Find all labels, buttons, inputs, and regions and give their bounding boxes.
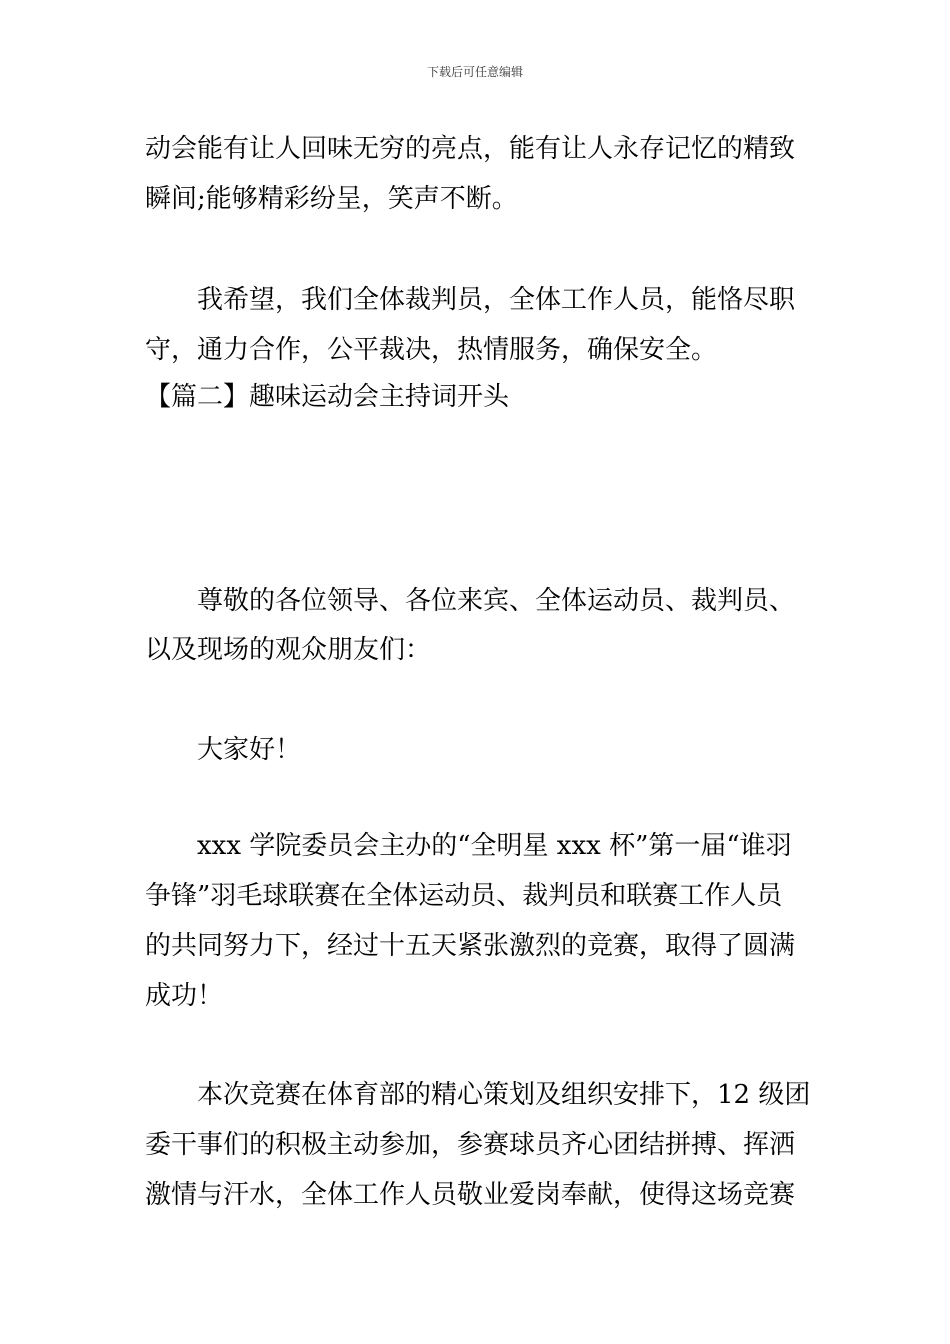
- text-line: 成功！: [145, 981, 224, 1011]
- text-line: 守，通力合作，公平裁决，热情服务，确保安全。: [145, 335, 718, 365]
- text-line: 大家好！: [197, 735, 302, 765]
- text-line: 动会能有让人回味无穷的亮点，能有让人永存记忆的精致: [145, 134, 796, 164]
- text-line: 瞬间;能够精彩纷呈，笑声不断。: [145, 184, 518, 214]
- text-line: 本次竞赛在体育部的精心策划及组织安排下，12 级团: [197, 1080, 811, 1110]
- page-header: 下载后可任意编辑: [426, 65, 523, 79]
- text-line: 争锋”羽毛球联赛在全体运动员、裁判员和联赛工作人员: [145, 881, 783, 911]
- text-line: 我希望，我们全体裁判员，全体工作人员，能恪尽职: [197, 285, 796, 315]
- text-line: 尊敬的各位领导、各位来宾、全体运动员、裁判员、: [197, 586, 796, 616]
- text-line: xxx 学院委员会主办的“全明星 xxx 杯”第一届“谁羽: [197, 831, 792, 861]
- text-line: 激情与汗水，全体工作人员敬业爱岗奉献，使得这场竞赛: [145, 1180, 796, 1210]
- text-line: 以及现场的观众朋友们：: [145, 635, 432, 665]
- section-heading: 【篇二】趣味运动会主持词开头: [145, 382, 510, 412]
- text-line: 的共同努力下，经过十五天紧张激烈的竞赛，取得了圆满: [145, 931, 796, 961]
- text-line: 委干事们的积极主动参加，参赛球员齐心团结拼搏、挥洒: [145, 1130, 796, 1160]
